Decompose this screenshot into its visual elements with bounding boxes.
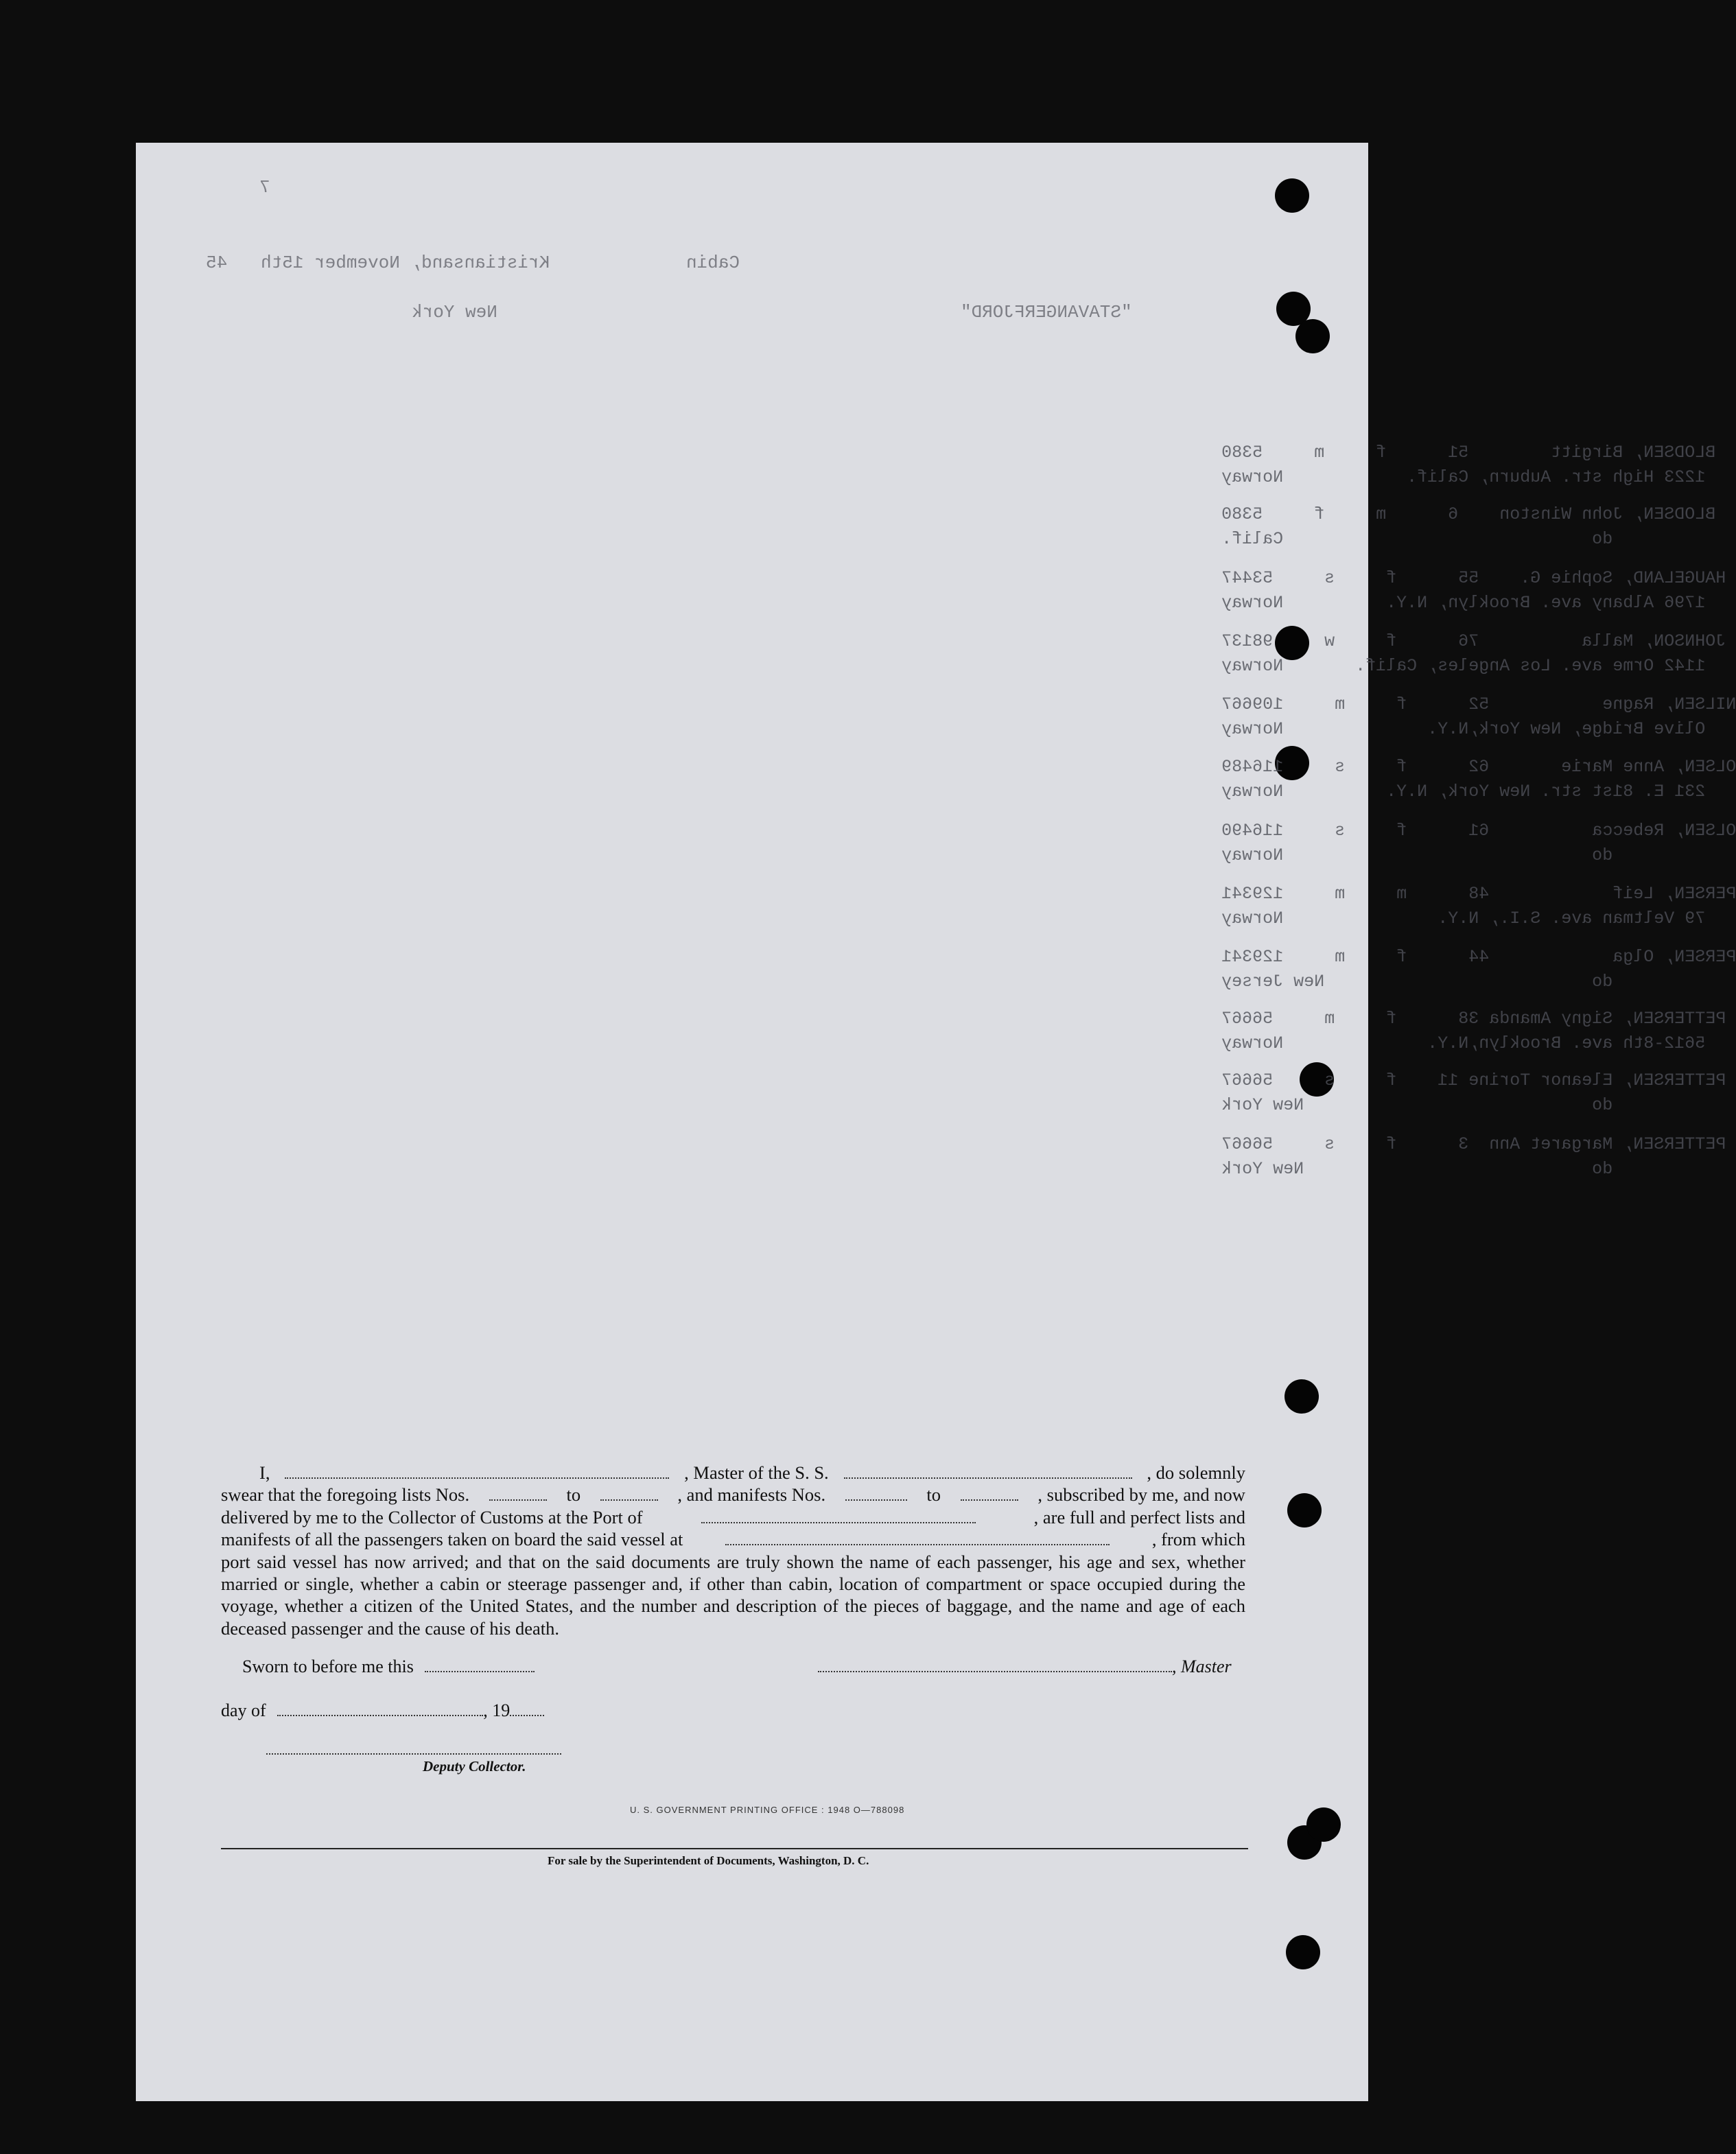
header-departure: Kristiansand, November 15th	[261, 253, 550, 273]
day-of-line: day of , 19	[221, 1700, 544, 1721]
passenger-entry: PERSEN, Olga 44 f m 129341 do New Jersey	[1221, 947, 1736, 992]
page-number: 7	[259, 177, 270, 198]
printer-imprint: U. S. GOVERNMENT PRINTING OFFICE : 1948 O—788098	[630, 1805, 905, 1815]
for-sale-notice: For sale by the Superintendent of Documents, Washington, D. C.	[548, 1854, 869, 1867]
header-class: Cabin	[686, 253, 740, 273]
binder-hole	[1286, 1935, 1320, 1969]
passenger-entry: OLSEN, Anne Marie 62 f s 116489 231 E. 81st str. New York, N.Y. Norway	[1221, 757, 1736, 801]
passenger-entry: BLODSEN, John Winston 6 m f 5380 do Calif.	[1221, 504, 1716, 549]
passenger-entry: NILSEN, Ragne 52 f m 109667 Olive Bridge, New York,N.Y. Norway	[1221, 694, 1736, 739]
deputy-signature-line	[266, 1753, 561, 1755]
passenger-entry: OLSEN, Rebecca 61 f s 116490 do Norway	[1221, 821, 1736, 865]
passenger-entry: PETTERSEN, Eleanor Torine 11 f s 56667 do New York	[1221, 1070, 1726, 1115]
binder-hole	[1287, 1493, 1322, 1527]
header-vessel: "STAVANGERFJORD"	[961, 302, 1132, 323]
header-port: New York	[412, 302, 497, 323]
passenger-entry: PETTERSEN, Signy Amanda 38 f m 56667 5612-8th ave. Brooklyn,N.Y. Norway	[1221, 1009, 1726, 1053]
deputy-collector-label: Deputy Collector.	[423, 1758, 526, 1775]
master-signature: , Master	[818, 1657, 1232, 1677]
passenger-entry: HAUGELAND, Sophie G. 55 f s 53447 1796 Albany ave. Brooklyn, N.Y. Norway	[1221, 568, 1726, 613]
binder-hole	[1285, 1379, 1319, 1414]
binder-hole	[1306, 1807, 1341, 1842]
passenger-entry: BLODSEN, Birgitt 51 f m 5380 1223 High str. Auburn, Calif. Norway	[1221, 443, 1716, 487]
passenger-entry: PERSEN, Leif 48 m m 129341 79 Veltman ave. S.I., N.Y. Norway	[1221, 884, 1736, 928]
passenger-entry: JOHNSON, Malla 76 f w 98137 1142 Orme ave. Los Angeles, Calif. Norway	[1221, 631, 1726, 676]
binder-hole	[1295, 319, 1330, 353]
passenger-entry: PETTERSEN, Margaret Ann 3 f s 56667 do New York	[1221, 1134, 1726, 1179]
binder-hole	[1275, 178, 1309, 213]
sworn-label: Sworn to before me this	[242, 1657, 535, 1677]
header-sheet-number: 45	[206, 253, 228, 273]
master-oath: I, , Master of the S. S. , do solemnly swear that the foregoing lists Nos. to , and manifests Nos. to , subscribed by me, and now delivered by me to the Collector of Customs at the Port of , are full and perfect lists and manifests of all the passengers taken on board the said vessel at , from which port said vessel has now arrived; and that on the said documents are truly shown the name of each passenger, his age and sex, whether married or single, whether a cabin or steerage passenger and, if other than cabin, location of compartment or space occupied during the voyage, whether a citizen of the United States, and the number and description of the pieces of baggage, and the name and age of each deceased passenger and the cause of his death.	[221, 1462, 1245, 1639]
footer-rule	[221, 1848, 1248, 1849]
